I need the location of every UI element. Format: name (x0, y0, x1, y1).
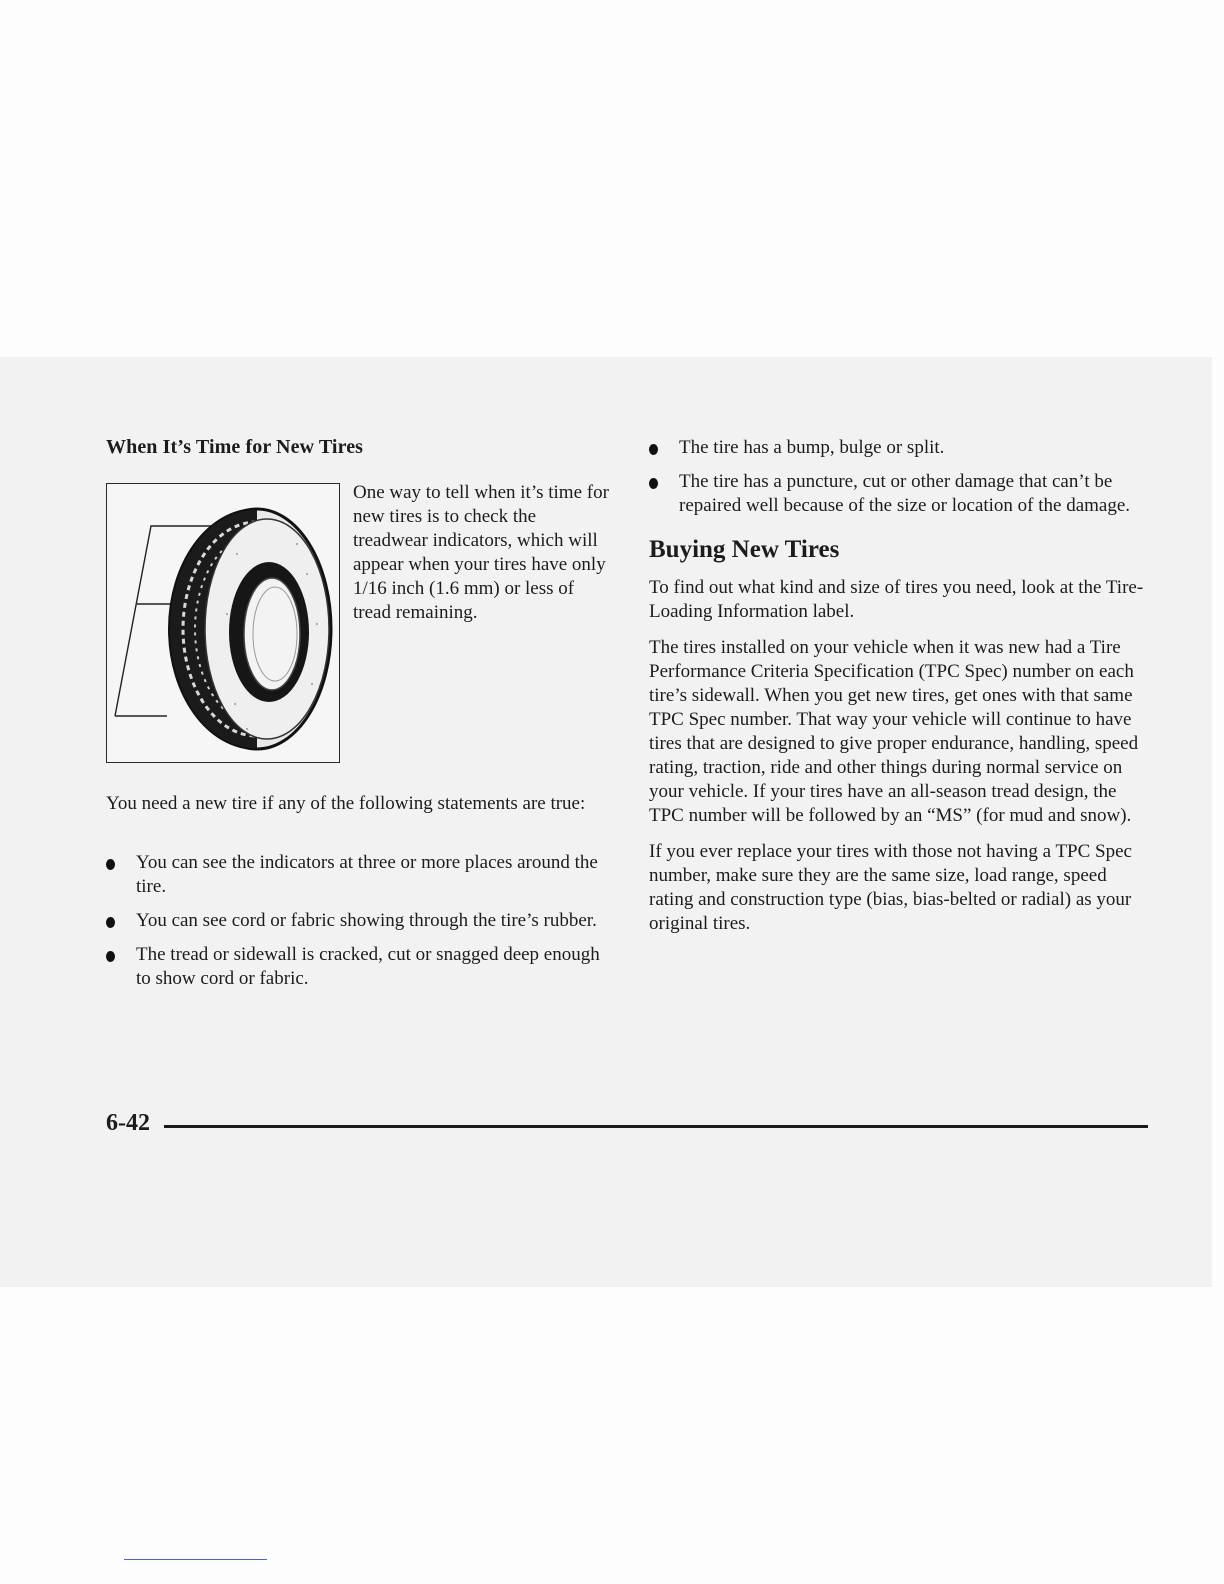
left-column (106, 436, 611, 989)
list-item: You can see cord or fabric showing through the tire’s rubber. (106, 909, 611, 933)
paragraph: If you ever replace your tires with those not having a TPC Spec number, make sure they are the same size, load range, speed rating and construction type (bias, bias-belted or radial) as your original tires. (649, 841, 1132, 934)
bullet-icon (649, 478, 658, 489)
bullet-icon (106, 917, 115, 928)
page-number: 6-42 (106, 1110, 150, 1136)
list-item: You can see the indicators at three or more places around the tire. (106, 851, 611, 899)
paragraph: To find out what kind and size of tires you need, look at the Tire-Loading Information label. (649, 577, 1144, 622)
tire-figure (106, 483, 340, 763)
footer-rule (164, 1125, 1148, 1128)
page-footer (106, 1110, 1148, 1144)
section-subheading: When It’s Time for New Tires (106, 436, 364, 458)
right-column (649, 436, 1154, 948)
list-item: The tread or sidewall is cracked, cut or snagged deep enough to show cord or fabric. (106, 943, 611, 991)
bullet-icon (649, 444, 658, 455)
link-underline (124, 1559, 267, 1560)
paragraph: The tires installed on your vehicle when it was new had a Tire Performance Criteria Specification (TPC Spec) number on each tire’s sidewall. When you get new tires, get ones with that same TPC Spec number. That way your vehicle will continue to have tires that are designed to give proper endurance, handling, speed rating, traction, ride and other things during normal service on your vehicle. If your tires have an all-season tread design, the TPC number will be followed by an “MS” (for mud and snow). (649, 637, 1139, 826)
list-item: The tire has a puncture, cut or other damage that can’t be repaired well because of the size or location of the damage. (649, 470, 1154, 518)
bullet-icon (106, 859, 115, 870)
section-title: Buying New Tires (649, 536, 840, 563)
bullet-icon (106, 951, 115, 962)
tire-treadwear-illustration-icon (107, 484, 339, 762)
new-tire-intro: You need a new tire if any of the following statements are true: (106, 793, 586, 814)
new-tire-conditions-list (106, 851, 611, 1001)
tire-damage-list (649, 436, 1154, 518)
list-item: The tire has a bump, bulge or split. (649, 436, 1154, 460)
treadwear-description: One way to tell when it’s time for new tires is to check the treadwear indicators, which will appear when your tires have only 1/16 inch (1.6 mm) or less of tread remaining. (353, 482, 609, 623)
